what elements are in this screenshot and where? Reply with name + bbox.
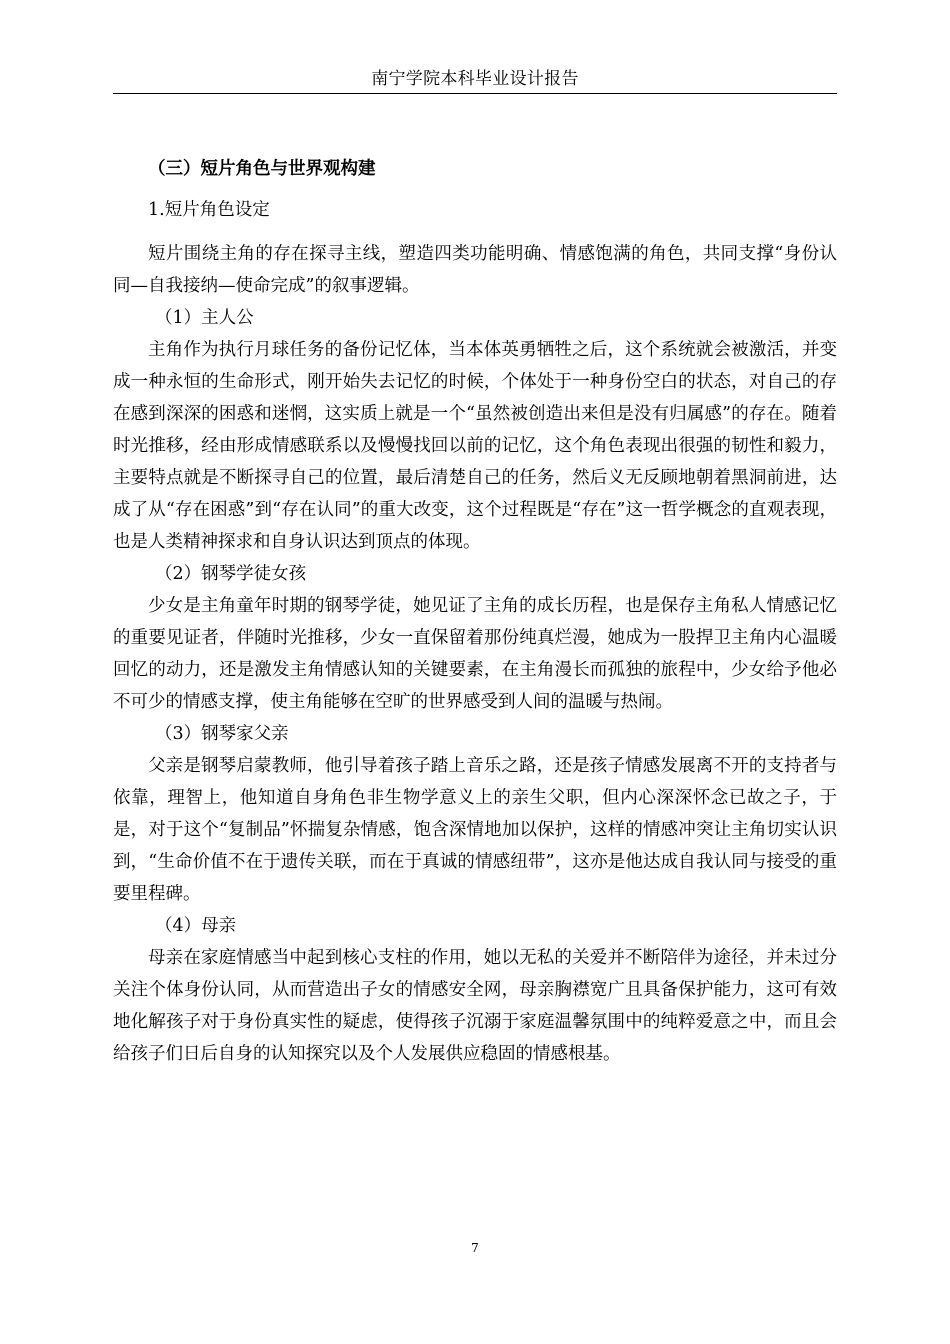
intro-paragraph: 短片围绕主角的存在探寻主线，塑造四类功能明确、情感饱满的角色，共同支撑“身份认同—自我接纳—使命完成”的叙事逻辑。: [113, 244, 837, 296]
page-header: [113, 66, 837, 94]
item-heading-piano-girl: （2）钢琴学徒女孩: [155, 564, 307, 584]
header-title: 南宁学院本科毕业设计报告: [371, 69, 579, 89]
subsection-heading: 1.短片角色设定: [148, 200, 270, 220]
item-heading-mother: （4）母亲: [155, 916, 237, 936]
section-heading: （三）短片角色与世界观构建: [148, 159, 376, 179]
page-number: 7: [471, 1241, 479, 1255]
item-paragraph-mother: 母亲在家庭情感当中起到核心支柱的作用，她以无私的关爱并不断陪伴为途径，并未过分关注个体身份认同，从而营造出子女的情感安全网，母亲胸襟宽广且具备保护能力，这可有效地化解孩子对于身份真实性的疑虑，使得孩子沉溺于家庭温馨氛围中的纯粹爱意之中，而且会给孩子们日后自身的认知探究以及个人发展供应稳固的情感根基。: [113, 948, 837, 1064]
item-heading-father: （3）钢琴家父亲: [155, 724, 289, 744]
item-paragraph-father: 父亲是钢琴启蒙教师，他引导着孩子踏上音乐之路，还是孩子情感发展离不开的支持者与依靠，理智上，他知道自身角色非生物学意义上的亲生父职，但内心深深怀念已故之子，于是，对于这个“复制品”怀揣复杂情感，饱含深情地加以保护，这样的情感冲突让主角切实认识到，“生命价值不在于遗传关联，而在于真诚的情感纽带”，这亦是他达成自我认同与接受的重要里程碑。: [113, 756, 837, 904]
item-heading-protagonist: （1）主人公: [155, 308, 254, 328]
item-paragraph-piano-girl: 少女是主角童年时期的钢琴学徒，她见证了主角的成长历程，也是保存主角私人情感记忆的重要见证者，伴随时光推移，少女一直保留着那份纯真烂漫，她成为一股捍卫主角内心温暖回忆的动力，还是激发主角情感认知的关键要素，在主角漫长而孤独的旅程中，少女给予他必不可少的情感支撑，使主角能够在空旷的世界感受到人间的温暖与热闹。: [113, 596, 837, 712]
document-body: [113, 152, 837, 1070]
item-paragraph-protagonist: 主角作为执行月球任务的备份记忆体，当本体英勇牺牲之后，这个系统就会被激活，并变成一种永恒的生命形式，刚开始失去记忆的时候，个体处于一种身份空白的状态，对自己的存在感到深深的困惑和迷惘，这实质上就是一个“虽然被创造出来但是没有归属感”的存在。随着时光推移，经由形成情感联系以及慢慢找回以前的记忆，这个角色表现出很强的韧性和毅力，主要特点就是不断探寻自己的位置，最后清楚自己的任务，然后义无反顾地朝着黑洞前进，达成了从“存在困惑”到“存在认同”的重大改变，这个过程既是“存在”这一哲学概念的直观表现，也是人类精神探求和自身认识达到顶点的体现。: [113, 340, 837, 552]
